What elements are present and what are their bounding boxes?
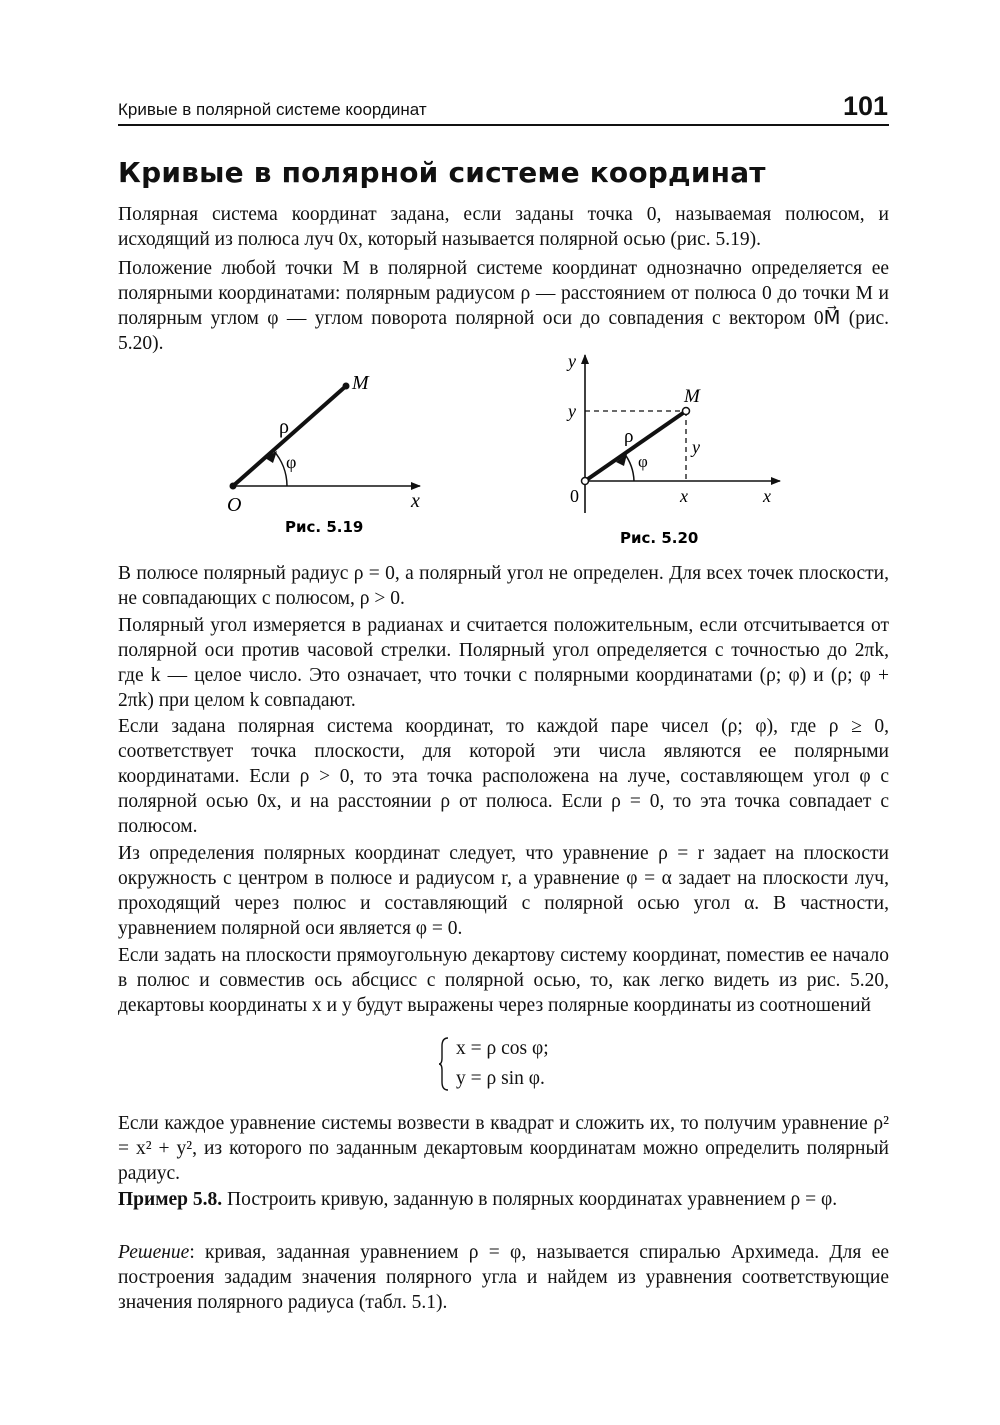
solution-text: : кривая, заданная уравнением ρ = φ, называется спиралью Архимеда. Для ее построения зададим значения полярного угла и найдем из уравнения соответствующие значения полярного радиуса (табл. 5.1). <box>118 1242 889 1313</box>
equation-y: y = ρ sin φ. <box>456 1068 545 1089</box>
figure-5-20 <box>550 345 790 550</box>
label-rho: ρ <box>624 426 634 447</box>
paragraph-7: Если задать на плоскости прямоугольную декартову систему координат, поместив ее начало в полюс и совместив ось абсцисс с полярной осью, то, как легко видеть из рис. 5.20, декартовы координаты x и y будут выражены через полярные координаты из соотношений <box>118 945 889 1016</box>
solution-paragraph <box>118 1240 889 1315</box>
pole-point <box>230 483 237 490</box>
section-title: Кривые в полярной системе координат <box>118 156 766 189</box>
label-phi: φ <box>286 452 297 472</box>
label-x-tick: x <box>680 486 688 506</box>
label-origin: 0 <box>570 486 579 506</box>
solution-label: Решение <box>118 1242 190 1263</box>
label-y-right: y <box>692 437 700 457</box>
point-m <box>683 408 690 415</box>
figure-caption: Рис. 5.19 <box>285 518 364 536</box>
label-y-axis: y <box>568 351 576 371</box>
radius-vector <box>585 411 686 481</box>
equation-x: x = ρ cos φ; <box>456 1038 549 1059</box>
figure-caption: Рис. 5.20 <box>620 529 699 547</box>
example-text: Построить кривую, заданную в полярных координатах уравнением ρ = φ. <box>227 1189 838 1210</box>
figure-5-19 <box>215 365 435 540</box>
example-paragraph <box>118 1187 889 1212</box>
label-phi: φ <box>638 452 648 471</box>
label-m: M <box>352 372 369 394</box>
label-y-left: y <box>568 401 576 421</box>
paragraph-1: Полярная система координат задана, если заданы точка 0, называемая полюсом, и исходящий из полюса луч 0x, который называется полярной осью (рис. 5.19). <box>118 204 889 250</box>
paragraph-8: Если каждое уравнение системы возвести в квадрат и сложить их, то получим уравнение ρ² = x² + y², из которого по заданным декартовым координатам можно определить полярный радиус. <box>118 1113 889 1184</box>
paragraph-4: Полярный угол измеряется в радианах и считается положительным, если отсчитывается от полярной оси против часовой стрелки. Полярный угол определяется с точностью до 2πk, где k — целое число. Это означает, что точки с полярными координатами (ρ; φ) и (ρ; φ + 2πk) при целом k совпадают. <box>118 615 889 711</box>
label-x: x <box>411 490 420 512</box>
label-rho: ρ <box>279 416 289 438</box>
header-rule <box>118 124 889 126</box>
system-brace <box>438 1036 450 1092</box>
paragraph-5: Если задана полярная система координат, то каждой паре чисел (ρ; φ), где ρ ≥ 0, соответствует точка плоскости, для которой эти числа являются ее полярными координатами. Если ρ > 0, то эта точка расположена на луче, составляющем угол φ с полярной осью 0x, и на расстоянии ρ от полюса. Если ρ = 0, то эта точка совпадает с полюсом. <box>118 716 889 837</box>
origin-point <box>582 478 589 485</box>
label-o: O <box>227 494 242 516</box>
equation-system <box>438 1036 598 1096</box>
label-m: M <box>684 386 700 407</box>
page-number: 101 <box>842 91 888 121</box>
label-x-axis: x <box>763 486 771 506</box>
paragraph-3: В полюсе полярный радиус ρ = 0, а полярный угол не определен. Для всех точек плоскости, не совпадающих с полюсом, ρ > 0. <box>118 563 889 609</box>
paragraph-6: Из определения полярных координат следует, что уравнение ρ = r задает на плоскости окружность с центром в полюсе и радиусом r, а уравнение φ = α задает на плоскости луч, проходящий через полюс и составляющий с полярной осью угол α. В частности, уравнением полярной оси является φ = 0. <box>118 843 889 939</box>
point-m <box>343 383 350 390</box>
example-label: Пример 5.8. <box>118 1189 223 1210</box>
paragraph-2: Положение любой точки M в полярной системе координат однозначно определяется ее полярными координатами: полярным радиусом ρ — расстоянием от полюса 0 до точки M и полярным углом φ — углом поворота полярной оси до совпадения с вектором 0M⃗ (рис. 5.20). <box>118 258 889 354</box>
running-title: Кривые в полярной системе координат <box>118 100 427 119</box>
